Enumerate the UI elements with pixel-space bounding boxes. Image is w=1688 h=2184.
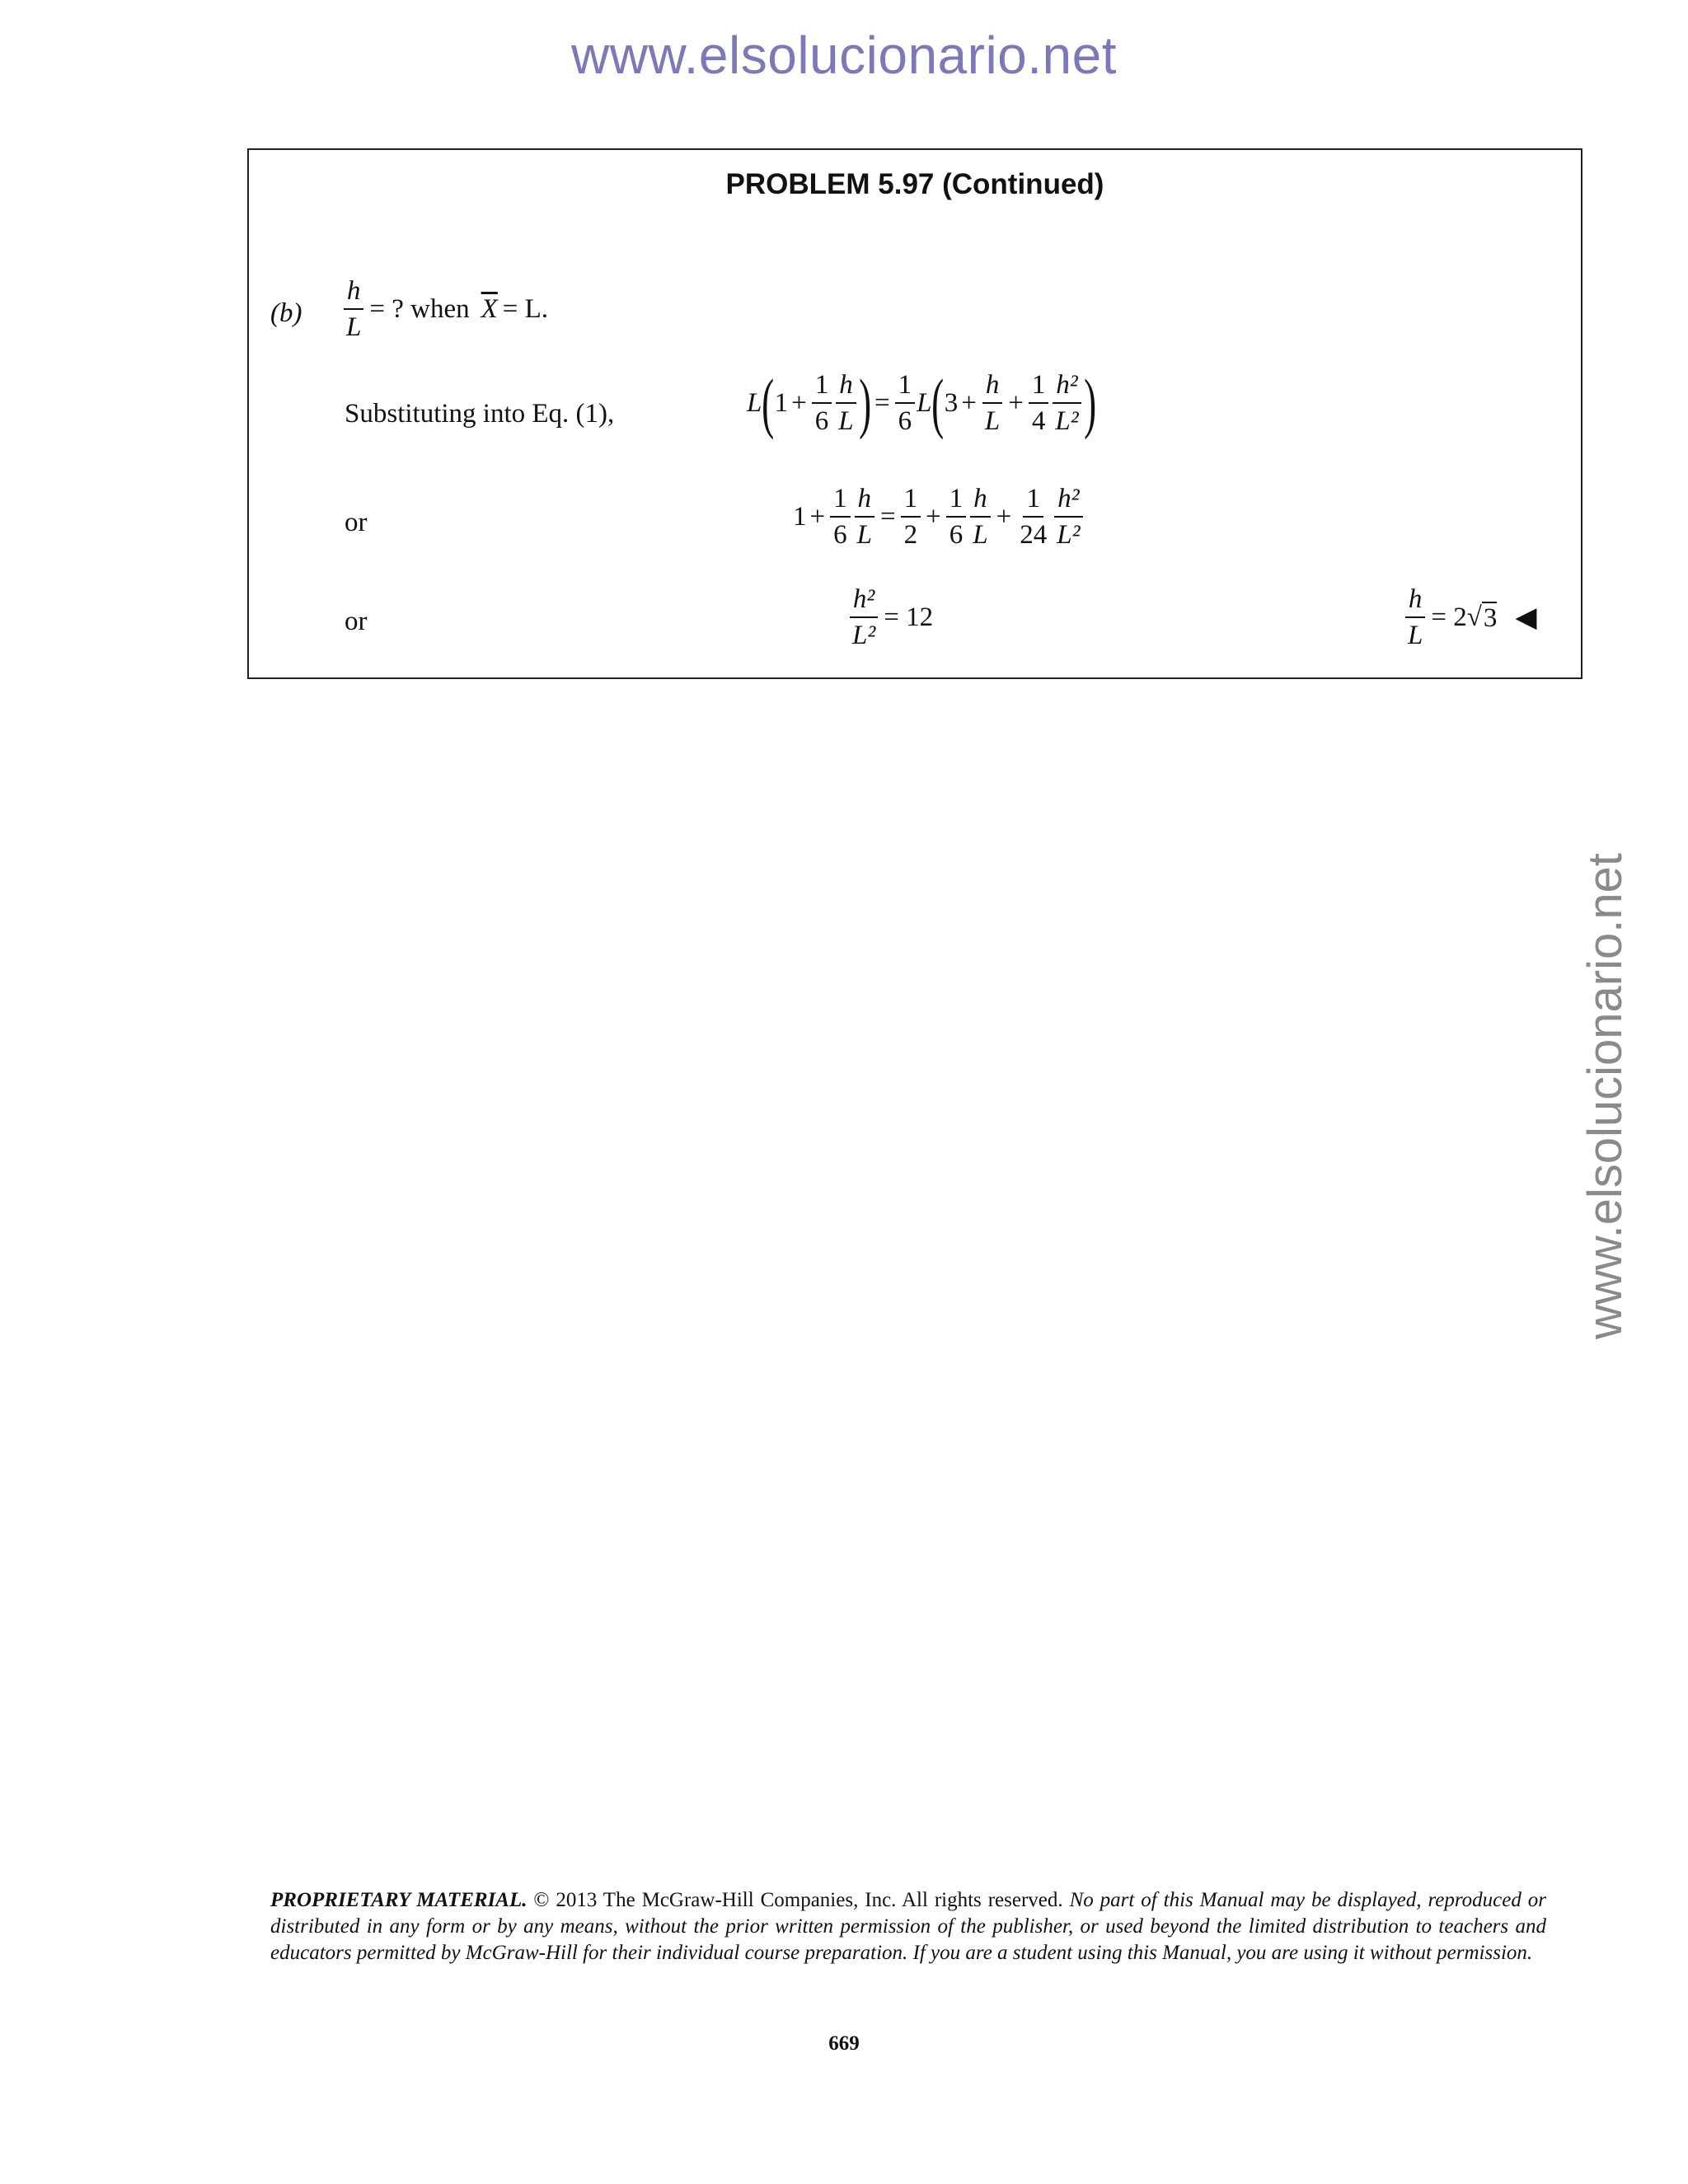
query-mid: = ? when	[369, 293, 470, 324]
query-expression	[341, 274, 548, 344]
row-label-3: or	[345, 607, 368, 636]
watermark-side: www.elsolucionario.net	[1578, 853, 1632, 1339]
final-answer: $\frac{h}{L}$ = 2 √ 3 ◀	[1403, 582, 1537, 653]
equation-3: $\frac{\text{h²}}{\text{L²}}$ = 12	[847, 582, 933, 653]
watermark-top: www.elsolucionario.net	[571, 26, 1117, 85]
problem-title: PROBLEM 5.97 (Continued)	[725, 168, 1104, 200]
equation-2: 1 + $\frac{1}{6}$ $\frac{h}{L}$ = $\frac{1}{2}$ + $\frac{1}{6}$ $\frac{h}{L}$ + $\frac{1}{24}$ $\frac{\text{h²}}{\text{L²}}$	[793, 481, 1085, 552]
copyright-footer: PROPRIETARY MATERIAL. © 2013 The McGraw-Hill Companies, Inc. All rights reserved. No part of this Manual may be displayed, reproduced or distributed in any form or by any means, without the prior written permission of the publisher, or used beyond the limited distribution to teachers and educators permitted by McGraw-Hill for their individual course preparation. If you are a student using this Manual, you are using it without permission.	[270, 1889, 1546, 1964]
paren-open: (	[762, 365, 775, 440]
xbar: $\overline{X}$	[481, 293, 498, 324]
equation-1: L ( 1 + $\frac{1}{6}$ $\frac{h}{L}$ ) = $\frac{1}{6}$ L ( 3 + $\frac{h}{L}$ + $\frac{1}{4}$ $\frac{\text{h²}}{\text{L²}}$ )	[747, 365, 1096, 440]
row-label-1: Substituting into Eq. (1),	[345, 399, 615, 429]
problem-box	[247, 148, 1582, 679]
answer-marker-icon: ◀	[1515, 602, 1537, 633]
page-number: 669	[828, 2032, 860, 2055]
radicand: 3	[1483, 602, 1498, 633]
paren-close: )	[858, 365, 871, 440]
part-label: (b)	[270, 298, 302, 328]
query-fraction: $\frac{h}{L}$	[343, 274, 364, 344]
radical-sign: √	[1466, 602, 1482, 632]
row-label-2: or	[345, 508, 368, 537]
query-tail: = L.	[502, 293, 549, 324]
